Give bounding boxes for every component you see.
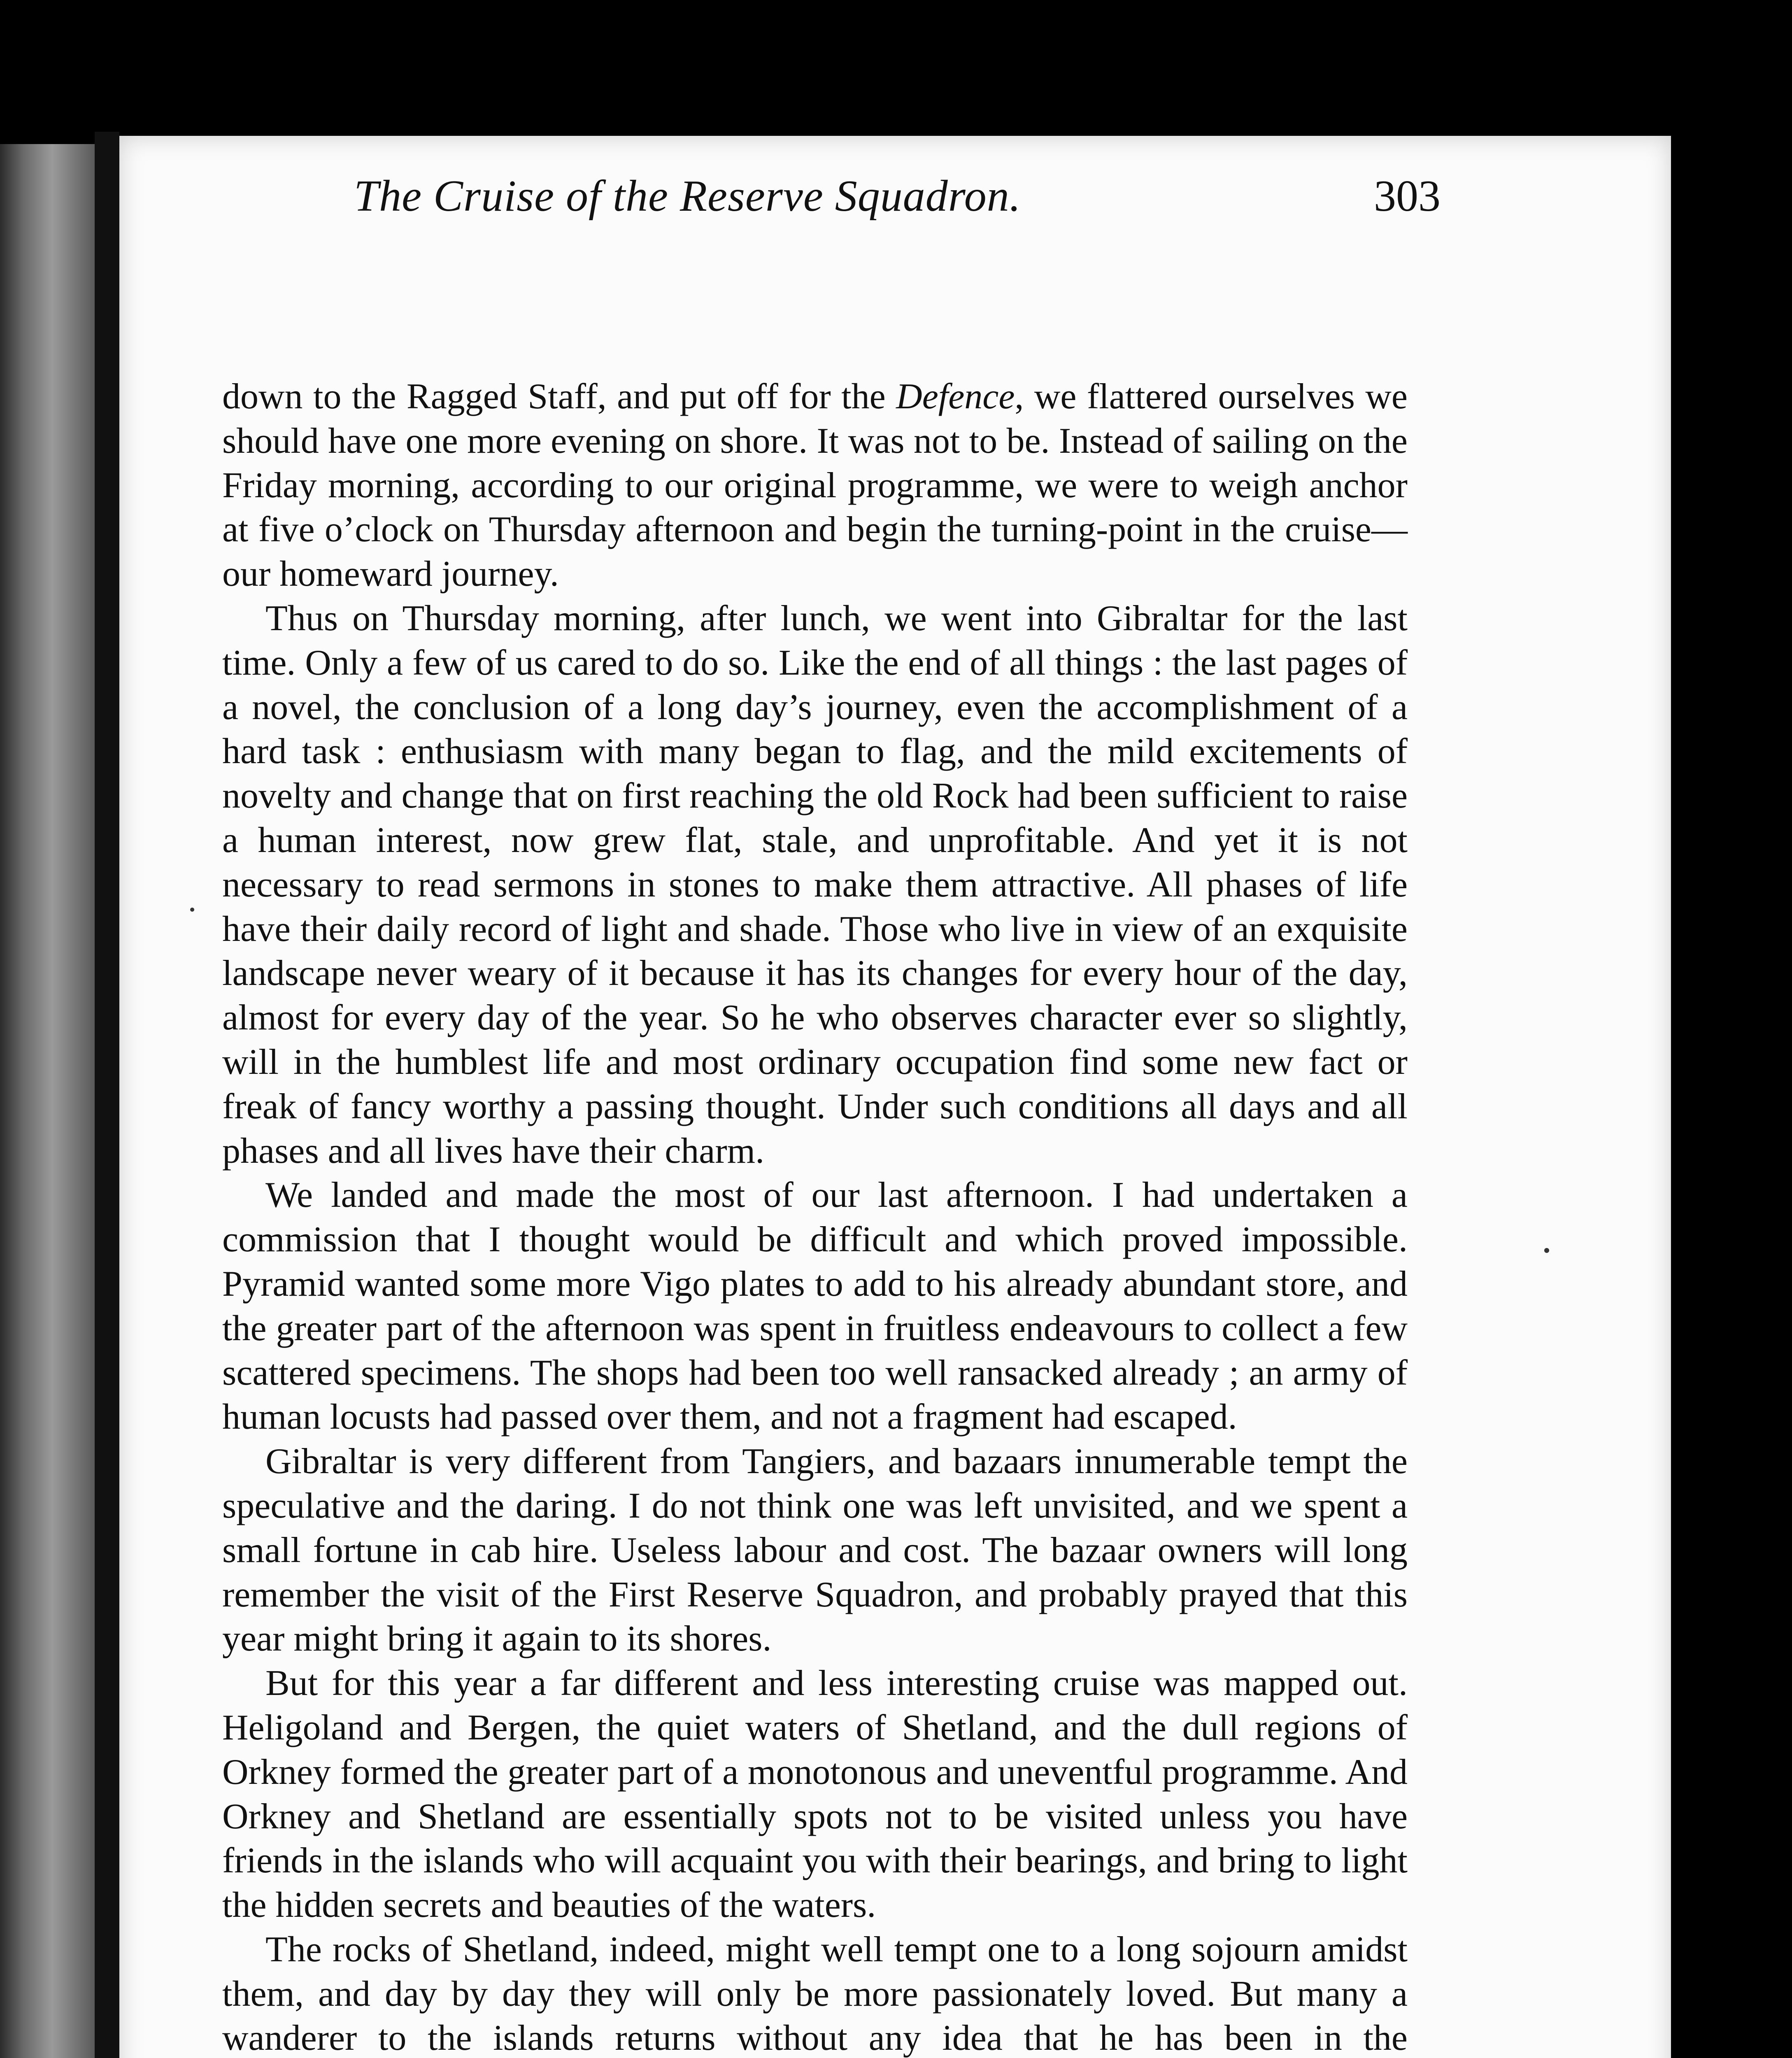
scan-speck — [190, 908, 194, 912]
ship-name: Defence — [896, 377, 1015, 417]
running-header — [354, 171, 1441, 233]
paragraph: We landed and made the most of our last afternoon. I had undertaken a commission that I thought would be difficult and which proved impossible. Pyramid wanted some more Vigo plates to add to his already abundant store, and the greater part of the afternoon was spent in fruitless endeavours to collect a few scattered specimens. The shops had been too well ransacked already ; an army of human locusts had passed over them, and not a fragment had escaped. — [222, 1175, 1408, 1437]
book-gutter — [95, 132, 119, 2058]
scan-speck — [1544, 1248, 1549, 1253]
paragraph: down to the Ragged Staff, and put off for the Defence, we flattered ourselves we should have one more evening on shore. It was not to be. Instead of sailing on the Friday morning, according to our original programme, we were to weigh anchor at five o’clock on Thursday afternoon and begin the turning-point in the cruise—our homeward journey. — [222, 377, 1408, 594]
page-body — [222, 375, 1408, 2058]
page-number: 303 — [1374, 172, 1441, 221]
paragraph: But for this year a far different and less interesting cruise was mapped out. Heligoland and Bergen, the quiet waters of Shetland, and the dull regions of Orkney formed the greater part of a monotonous and uneventful programme. And Orkney and Shetland are essentially spots not to be visited unless you have friends in the islands who will acquaint you with their bearings, and bring to light the hidden secrets and beauties of the waters. — [222, 1663, 1408, 1925]
running-title: The Cruise of the Reserve Squadron. — [354, 172, 1021, 221]
paragraph: Thus on Thursday morning, after lunch, we went into Gibraltar for the last time. Only a few of us cared to do so. Like the end of all things : the last pages of a novel, the conclusion of a long day’s journey, even the accomplishment of a hard task : enthusiasm with many began to flag, and the mild excitements of novelty and change that on first reaching the old Rock had been sufficient to raise a human interest, now grew flat, stale, and unprofitable. And yet it is not necessary to read sermons in stones to make them attractive. All phases of life have their daily record of light and shade. Those who live in view of an exquisite landscape never weary of it because it has its changes for every hour of the day, almost for every day of the year. So he who observes character ever so slightly, will in the humblest life and most ordinary occupation find some new fact or freak of fancy worthy a passing thought. Under such conditions all days and all phases and all lives have their charm. — [222, 598, 1408, 1171]
facing-page-edge — [0, 144, 95, 2058]
paragraph: Gibraltar is very different from Tangiers, and bazaars innumerable tempt the speculative and the daring. I do not think one was left unvisited, and we spent a small fortune in cab hire. Useless labour and cost. The bazaar owners will long remember the visit of the First Reserve Squadron, and probably prayed that this year might bring it again to its shores. — [222, 1441, 1408, 1659]
paragraph: The rocks of Shetland, indeed, might well tempt one to a long sojourn amidst them, and day by day they will only be more passionately loved. But many a wanderer to the islands returns without any idea that he has been in the — [222, 1929, 1408, 2058]
